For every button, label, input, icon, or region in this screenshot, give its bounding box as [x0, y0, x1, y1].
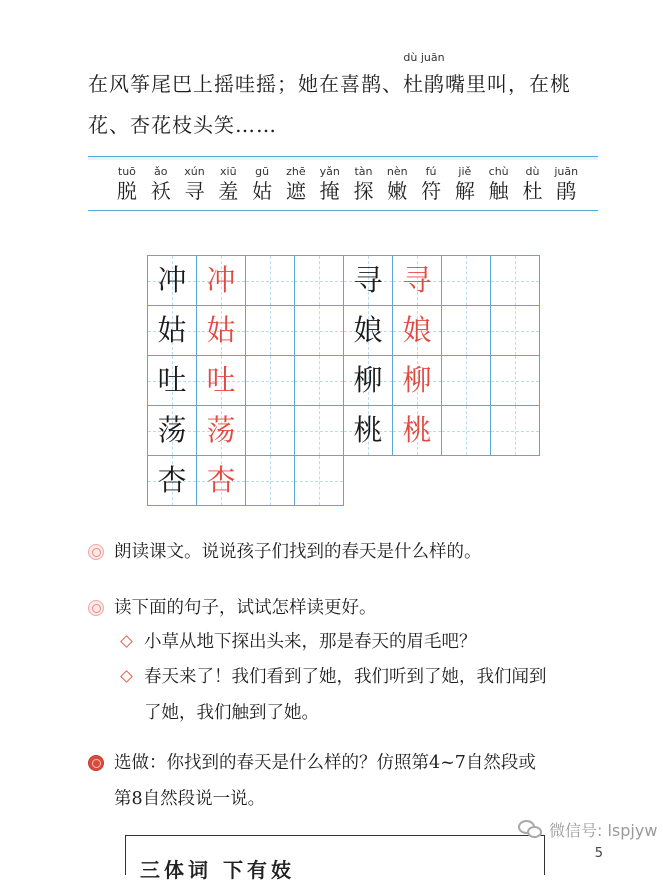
bottom-box-heading: 三体词 下有妓 — [140, 858, 295, 882]
grid-cell-empty[interactable] — [442, 356, 491, 406]
grid-cell-empty[interactable] — [295, 406, 344, 456]
trace-char: 寻 — [402, 263, 432, 297]
model-char: 娘 — [353, 313, 383, 347]
ruby-pinyin: dù juān — [403, 51, 445, 64]
grid-cell-empty[interactable] — [246, 456, 295, 506]
vocab-row — [110, 165, 583, 205]
vocab-pinyin: zhē — [286, 165, 306, 178]
grid-cell-empty[interactable] — [491, 256, 540, 306]
model-char: 柳 — [353, 363, 383, 397]
grid-cell-empty[interactable] — [246, 306, 295, 356]
vocab-hanzi: 掩 — [319, 179, 340, 203]
trace-char: 桃 — [402, 413, 432, 447]
task-1-text: 朗读课文。说说孩子们找到的春天是什么样的。 — [114, 542, 482, 562]
grid-cell-empty[interactable] — [295, 256, 344, 306]
vocab-hanzi: 探 — [353, 179, 374, 203]
text-paragraph — [88, 51, 608, 146]
grid-cell-empty[interactable] — [491, 306, 540, 356]
writing-grid-right — [343, 255, 540, 456]
watermark — [518, 818, 657, 841]
grid-cell-empty[interactable] — [491, 356, 540, 406]
grid-cell-empty[interactable] — [246, 406, 295, 456]
trace-char: 冲 — [206, 263, 236, 297]
vocab-item — [448, 165, 482, 205]
grid-cell — [393, 306, 442, 356]
sentence-2-line-1: 春天来了！我们看到了她，我们听到了她，我们闻到 — [144, 667, 547, 687]
grid-cell — [148, 406, 197, 456]
task-marker-icon — [88, 544, 104, 560]
grid-cell-empty[interactable] — [295, 356, 344, 406]
sentence-2-line-2: 了她，我们触到了她。 — [144, 703, 319, 723]
vocab-item — [178, 165, 212, 205]
task-3-line-2: 第8自然段说一说。 — [114, 789, 266, 809]
grid-cell — [197, 356, 246, 406]
task-2-text: 读下面的句子，试试怎样读更好。 — [114, 598, 377, 618]
vocab-pinyin: xiū — [220, 165, 237, 178]
vocab-band-bg — [88, 157, 598, 160]
vocab-pinyin: gū — [255, 165, 270, 178]
vocab-item — [279, 165, 313, 205]
grid-cell-empty[interactable] — [442, 406, 491, 456]
vocab-item — [380, 165, 414, 205]
wechat-icon — [518, 820, 544, 840]
vocab-pinyin: yǎn — [319, 165, 340, 178]
writing-grid-left — [147, 255, 344, 506]
vocab-pinyin: nèn — [386, 165, 408, 178]
vocab-hanzi: 符 — [421, 179, 442, 203]
grid-cell — [393, 406, 442, 456]
vocab-pinyin: juān — [554, 165, 579, 178]
task-marker-icon — [88, 755, 104, 771]
paragraph-line-1-part-a: 在风筝尾巴上摇哇摇；她在喜鹊、 — [88, 72, 403, 96]
trace-char: 吐 — [206, 363, 236, 397]
vocab-item — [482, 165, 516, 205]
model-char: 吐 — [157, 363, 187, 397]
sentence-1-text: 小草从地下探出头来，那是春天的眉毛吧？ — [144, 632, 477, 652]
task-2-sentence-1 — [118, 624, 608, 660]
vocab-hanzi: 鹃 — [556, 179, 577, 203]
vocab-pinyin: xún — [184, 165, 205, 178]
grid-cell — [344, 256, 393, 306]
vocab-item — [211, 165, 245, 205]
vocab-hanzi: 遮 — [285, 179, 306, 203]
watermark-text: 微信号: lspjyw — [549, 821, 658, 840]
grid-cell — [197, 306, 246, 356]
grid-cell — [344, 356, 393, 406]
vocab-pinyin: tuō — [117, 165, 136, 178]
grid-cell-empty[interactable] — [246, 256, 295, 306]
grid-cell — [197, 456, 246, 506]
paragraph-line-2: 花、杏花枝头笑…… — [88, 113, 277, 137]
model-char: 姑 — [157, 313, 187, 347]
grid-cell-empty[interactable] — [295, 456, 344, 506]
grid-cell — [148, 306, 197, 356]
vocab-hanzi: 触 — [488, 179, 509, 203]
grid-cell — [393, 256, 442, 306]
model-char: 冲 — [157, 263, 187, 297]
vocab-item — [347, 165, 381, 205]
vocab-hanzi: 羞 — [218, 179, 239, 203]
vocab-hanzi: 脱 — [116, 179, 137, 203]
vocab-hanzi: 袄 — [150, 179, 171, 203]
vocab-hanzi: 解 — [454, 179, 475, 203]
grid-cell — [344, 306, 393, 356]
vocab-pinyin: fú — [425, 165, 437, 178]
vocab-item — [549, 165, 583, 205]
task-3-text — [88, 745, 608, 817]
paragraph-line-1 — [88, 51, 608, 105]
task-marker-icon — [88, 600, 104, 616]
trace-char: 柳 — [402, 363, 432, 397]
grid-cell — [148, 456, 197, 506]
ruby-text: 杜鹃 — [403, 72, 445, 96]
model-char: 杏 — [157, 463, 187, 497]
grid-cell-empty[interactable] — [491, 406, 540, 456]
vocab-item — [313, 165, 347, 205]
vocab-pinyin: dù — [525, 165, 540, 178]
grid-cell-empty[interactable] — [442, 256, 491, 306]
vocab-pinyin: chù — [488, 165, 509, 178]
grid-cell — [393, 356, 442, 406]
page-number: 5 — [594, 846, 603, 861]
bottom-box — [125, 835, 545, 882]
grid-cell — [148, 256, 197, 306]
grid-cell-empty[interactable] — [442, 306, 491, 356]
vocab-hanzi: 杜 — [522, 179, 543, 203]
vocab-pinyin: ǎo — [153, 165, 168, 178]
trace-char: 姑 — [206, 313, 236, 347]
vocab-pinyin: tàn — [354, 165, 373, 178]
trace-char: 荡 — [206, 413, 236, 447]
model-char: 荡 — [157, 413, 187, 447]
task-2 — [88, 590, 608, 626]
vocab-item — [414, 165, 448, 205]
model-char: 寻 — [353, 263, 383, 297]
vocab-hanzi: 嫩 — [387, 179, 408, 203]
vocab-hanzi: 姑 — [252, 179, 273, 203]
vocab-item — [245, 165, 279, 205]
task-3-line-1: 选做：你找到的春天是什么样的？仿照第4~7自然段或 — [114, 753, 536, 773]
grid-cell — [344, 406, 393, 456]
grid-cell — [197, 256, 246, 306]
vocab-band — [88, 156, 598, 211]
vocab-pinyin: jiě — [458, 165, 472, 178]
task-2-sentence-2 — [118, 659, 608, 731]
task-1 — [88, 534, 608, 570]
grid-cell-empty[interactable] — [295, 306, 344, 356]
ruby-dujuan — [403, 51, 445, 105]
vocab-hanzi: 寻 — [184, 179, 205, 203]
vocab-item — [144, 165, 178, 205]
grid-cell — [148, 356, 197, 406]
grid-cell-empty[interactable] — [246, 356, 295, 406]
paragraph-line-1-part-b: 嘴里叫，在桃 — [445, 72, 571, 96]
vocab-item — [110, 165, 144, 205]
model-char: 桃 — [353, 413, 383, 447]
grid-cell — [197, 406, 246, 456]
trace-char: 娘 — [402, 313, 432, 347]
task-3 — [88, 745, 608, 817]
trace-char: 杏 — [206, 463, 236, 497]
vocab-item — [516, 165, 550, 205]
